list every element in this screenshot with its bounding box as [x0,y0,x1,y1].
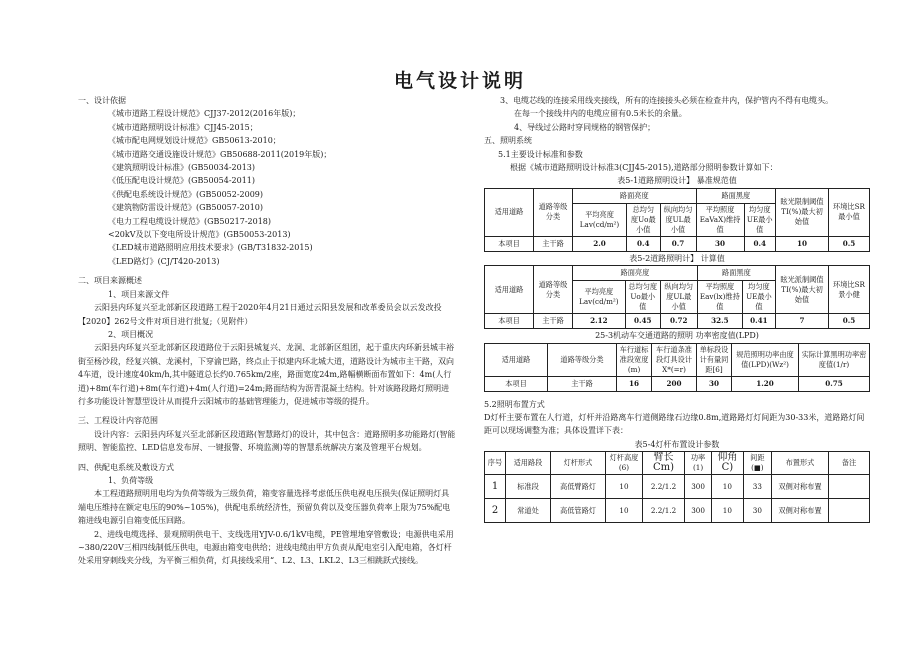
subsection-title: 1、项目来源文件 [108,289,170,299]
table-cell [829,475,870,499]
section-3-title: 三、工程设计内容范围 [78,416,158,426]
paragraph: 本工程道路照明用电均为负荷等级为三级负荷，箱变容量选择考虑低压供电视电压损失(保证照明灯具端电压维持在额定电压的90%~105%)，供配电系统经济性，预留负荷以及变压器负荷率上限为75%配电箱进线电源引自箱变低压回路。 [78,489,451,526]
table-5-2 [484,265,870,329]
table-header: 环境比SR最小值 [829,188,870,236]
table-cell: 30 [743,499,771,523]
table-cell: 2.12 [573,314,626,329]
paragraph: 在每一个接线井内的电缆应留有0.5米长的余量。 [514,109,687,119]
basis-item: 《建筑物防雷设计规范》(GB50057-2010) [108,203,264,213]
table-header: 适用道路 [485,266,534,314]
basis-item: 《城市配电网规划设计规范》GB50613-2010； [108,136,281,146]
table-cell: 双侧对称布置 [772,475,829,499]
table-cell: 0.72 [660,314,697,329]
table-header: 路面黑度 [697,266,775,281]
subsection-title: 5.2照明布置方式 [484,399,545,409]
table-header: 眩光限制阈值TI(%)最大初始值 [776,188,829,236]
paragraph: 2、进线电缆选择、景观照明供电干、支线选用YJV-0.6/1kV电缆，PE管埋地穿管敷设；电源供电采用~380/220V三相四线制低压供电，电源由箱变电供给；进线电缆由甲方负责从配电室引入配电箱，各灯杆处采用穿刺线夹分线，为平衡三相负荷，灯具接线采用“、L2、L3、LKL2、L3三相跳跃式接线。 [78,529,454,566]
table-cell: 本项目 [485,376,548,391]
table-header: 平均亮度Lav(cd/m²) [573,203,627,236]
section-4-title: 四、供配电系统及敷设方式 [78,462,174,472]
table-cell: 本项目 [485,236,534,251]
table-cell: 1 [485,475,506,499]
basis-item: 《电力工程电缆设计规范》(GB50217-2018) [108,216,272,226]
subsection-title: 1、负荷等级 [108,475,154,485]
subsection-title: 2、项目概况 [108,329,154,339]
table-cell: 0.4 [627,236,661,251]
basis-item: 《LED城市道路照明应用技术要求》(GB/T31832-2015) [108,243,313,253]
table-cell: 300 [685,499,712,523]
table-header: 平均照度Eav(lx)维持值 [697,281,742,314]
table-header: 道路等级分类 [534,188,573,236]
table-cell: 1.20 [732,376,799,391]
table-cell: 0.5 [829,314,870,329]
table-header: 灯杆形式 [551,452,606,475]
table-cell: 16 [617,376,652,391]
table-cell: 主干路 [548,376,617,391]
table-cell: 2.2/1.2 [642,475,684,499]
table-cell: 10 [776,236,829,251]
table-cell: 2.2/1.2 [642,499,684,523]
table-cell: 30 [696,376,731,391]
paragraph: 云阳县内环复兴至北部新区段道路工程于2020年4月21日通过云阳县发展和改革委员会以云发改投【2020】262号文件对项目进行批复;（见附件） [78,303,442,326]
table-header: 备注 [829,452,870,475]
table-5-4 [484,451,870,523]
right-column [484,94,870,523]
basis-item: 《城市道路工程设计规范》CJJ37-2012(2016年版)； [108,109,301,119]
table-cell: 2 [485,499,506,523]
table-header: 均匀度UE最小值 [744,203,775,236]
table-cell: 10 [606,499,643,523]
table-cell: 0.75 [799,376,870,391]
table-cell: 高低臂路灯 [551,475,606,499]
paragraph: 3、电缆芯线的连接采用线夹接线，所有的连接接头必须在检查井内，保护管内不得有电缆头。 [500,96,834,105]
table-header: 环境比SR景小健 [829,266,870,314]
table-cell: 7 [776,314,829,329]
table-cell: 32.5 [697,314,742,329]
table-cell: 常道处 [506,499,551,523]
table-row [485,314,870,329]
table-header: 单标段设计有量同距[6] [696,343,731,376]
basis-item: <20kV及以下变电所设计规范》(GB50053-2013) [108,230,291,240]
subsection-title: 5.1主要设计标准和参数 [498,149,583,159]
left-column [78,94,456,568]
table-cell: 0.45 [625,314,660,329]
section-2-title: 二、项目来源概述 [78,276,142,286]
table-header: 总均匀度Uo最小值 [625,281,660,314]
paragraph: 设计内容：云阳县内环复兴至北部新区段道路(智慧路灯)的设计，其中包含：道路照明多功能路灯(智能照明、智能监控、LED信息发布屏、一键报警、环境监测)等的智慧系统解决方案及管理平台规划。 [78,429,456,453]
table-header: 纵向均匀度UL最小值 [660,281,697,314]
table-5-3 [484,343,870,392]
paragraph: 4、导线过公路时穿同规格的钢管保护； [514,122,656,132]
table-row [485,236,870,251]
table-cell: 10 [712,499,744,523]
table-header: 平均亮度Lav(cd/m²) [573,281,626,314]
table-caption: 表5-4灯杆布置设计参数 [634,439,720,449]
table-cell: 33 [743,475,771,499]
table-header: 眩光派制阈值TI(%)最大初始值 [776,266,829,314]
table-header: 路面黑度 [696,188,775,203]
basis-item: 《供配电系统设计规范》(GB50052-2009) [108,189,264,199]
table-header: 实际计算黑明功率密度值(1/r) [799,343,870,376]
basis-item: 《城市道路照明设计标准》CJJ45-2015； [108,122,258,132]
paragraph: 云阳县内环复兴至北部新区段道路位于云阳县城复兴、龙洞、北部新区组团，起于重庆内环新县城丰裕街至杨沙段，经复兴镇、龙溪村，下穿渝巴路，终点止于拟建内环北城大道，道路设计为城市主干路，双向4车道，设计速度40km/h,其中隧道总长约0.765km/2座，路面宽度24m,路幅横断面布置如下：4m(人行道)+8m(车行道)+8m(车行道)+4m(人行道)=24m;路面结构为沥青混凝土结构。针对该路段路灯照明进行多功能设计智慧型设计从而提升云阳城市的基础管理能力，促进城市等级的提升。 [78,343,454,406]
paragraph: D灯杆主要布置在人行道，灯杆并沿路离车行道侧路缘石边缘0.8m,道路路灯灯间距为30-33米，道路路灯间距可以现场调整为准；具体设置详下表： [484,413,865,436]
table-header: 适用道路 [485,343,548,376]
table-cell: 10 [712,475,744,499]
table-cell: 30 [696,236,744,251]
table-cell: 0.4 [744,236,775,251]
table-cell: 0.7 [660,236,696,251]
table-caption: 表5-1道路照明设计】 暴准规范值 [617,176,737,186]
table-cell: 主干路 [534,314,573,329]
table-cell: 10 [606,475,643,499]
table-header: 间距(■) [743,452,771,475]
table-row [485,499,870,523]
table-header: 道路等级分类 [534,266,573,314]
table-header: 平均照度EaVaX)维持值 [696,203,744,236]
table-header: 序号 [485,452,506,475]
basis-item: 《建筑照明设计标准》(GB50034-2013) [108,163,256,173]
section-1-title: 一、设计依据 [78,96,126,105]
table-header: 适用道路 [485,188,534,236]
section-5-title: 五、照明系统 [484,136,532,146]
table-header: 路面亮度 [573,188,697,203]
table-caption: 25-3机动车交通道路的照明 功率密度值(LPD) [595,331,759,341]
table-cell: 标准段 [506,475,551,499]
table-cell: 本项目 [485,314,534,329]
table-header: 路面亮度 [573,266,698,281]
table-header: 车行道标准段宽度(m) [617,343,652,376]
basis-item: 《城市道路交通设施设计规范》GB50688-2011(2019年版)； [108,149,332,159]
table-caption: 表5-2道路照明计】 计算值 [629,253,725,263]
table-cell: 200 [652,376,697,391]
page-title: 电气设计说明 [393,70,526,92]
table-header: 适用路段 [506,452,551,475]
table-header: 功率(1) [685,452,712,475]
table-row [485,475,870,499]
table-header: 道路等级分类 [548,343,617,376]
table-header: 总均匀度Uo最小值 [627,203,661,236]
paragraph: 根据《城市道路照明设计标准3(CJJ45-2015),道路部分照明参数计算如下： [510,163,778,173]
table-header: 均匀度UE最小值 [742,281,775,314]
table-cell: 高低管路灯 [551,499,606,523]
basis-item: 《低压配电设计规范》(GB50054-2011) [108,176,256,186]
table-cell [829,499,870,523]
table-row [485,376,870,391]
table-cell: 主干路 [534,236,573,251]
table-header: 布置形式 [772,452,829,475]
table-cell: 2.0 [573,236,627,251]
table-5-1 [484,188,870,252]
table-header: 臂长Cm) [642,452,684,475]
table-header: 仰角C) [712,452,744,475]
table-header: 纵向均匀度UL最小值 [660,203,696,236]
table-cell: 双侧对称布置 [772,499,829,523]
table-header: 规范照明功率由度值(LPD)(Wz²) [732,343,799,376]
table-cell: 0.5 [829,236,870,251]
table-header: 灯杆高度(6) [606,452,643,475]
basis-item: 《LED路灯》(CJ/T420-2013) [108,256,220,266]
table-header: 车行道条准段灯具设计Ⅹ*(=r) [652,343,697,376]
table-cell: 0.41 [742,314,775,329]
table-cell: 300 [685,475,712,499]
